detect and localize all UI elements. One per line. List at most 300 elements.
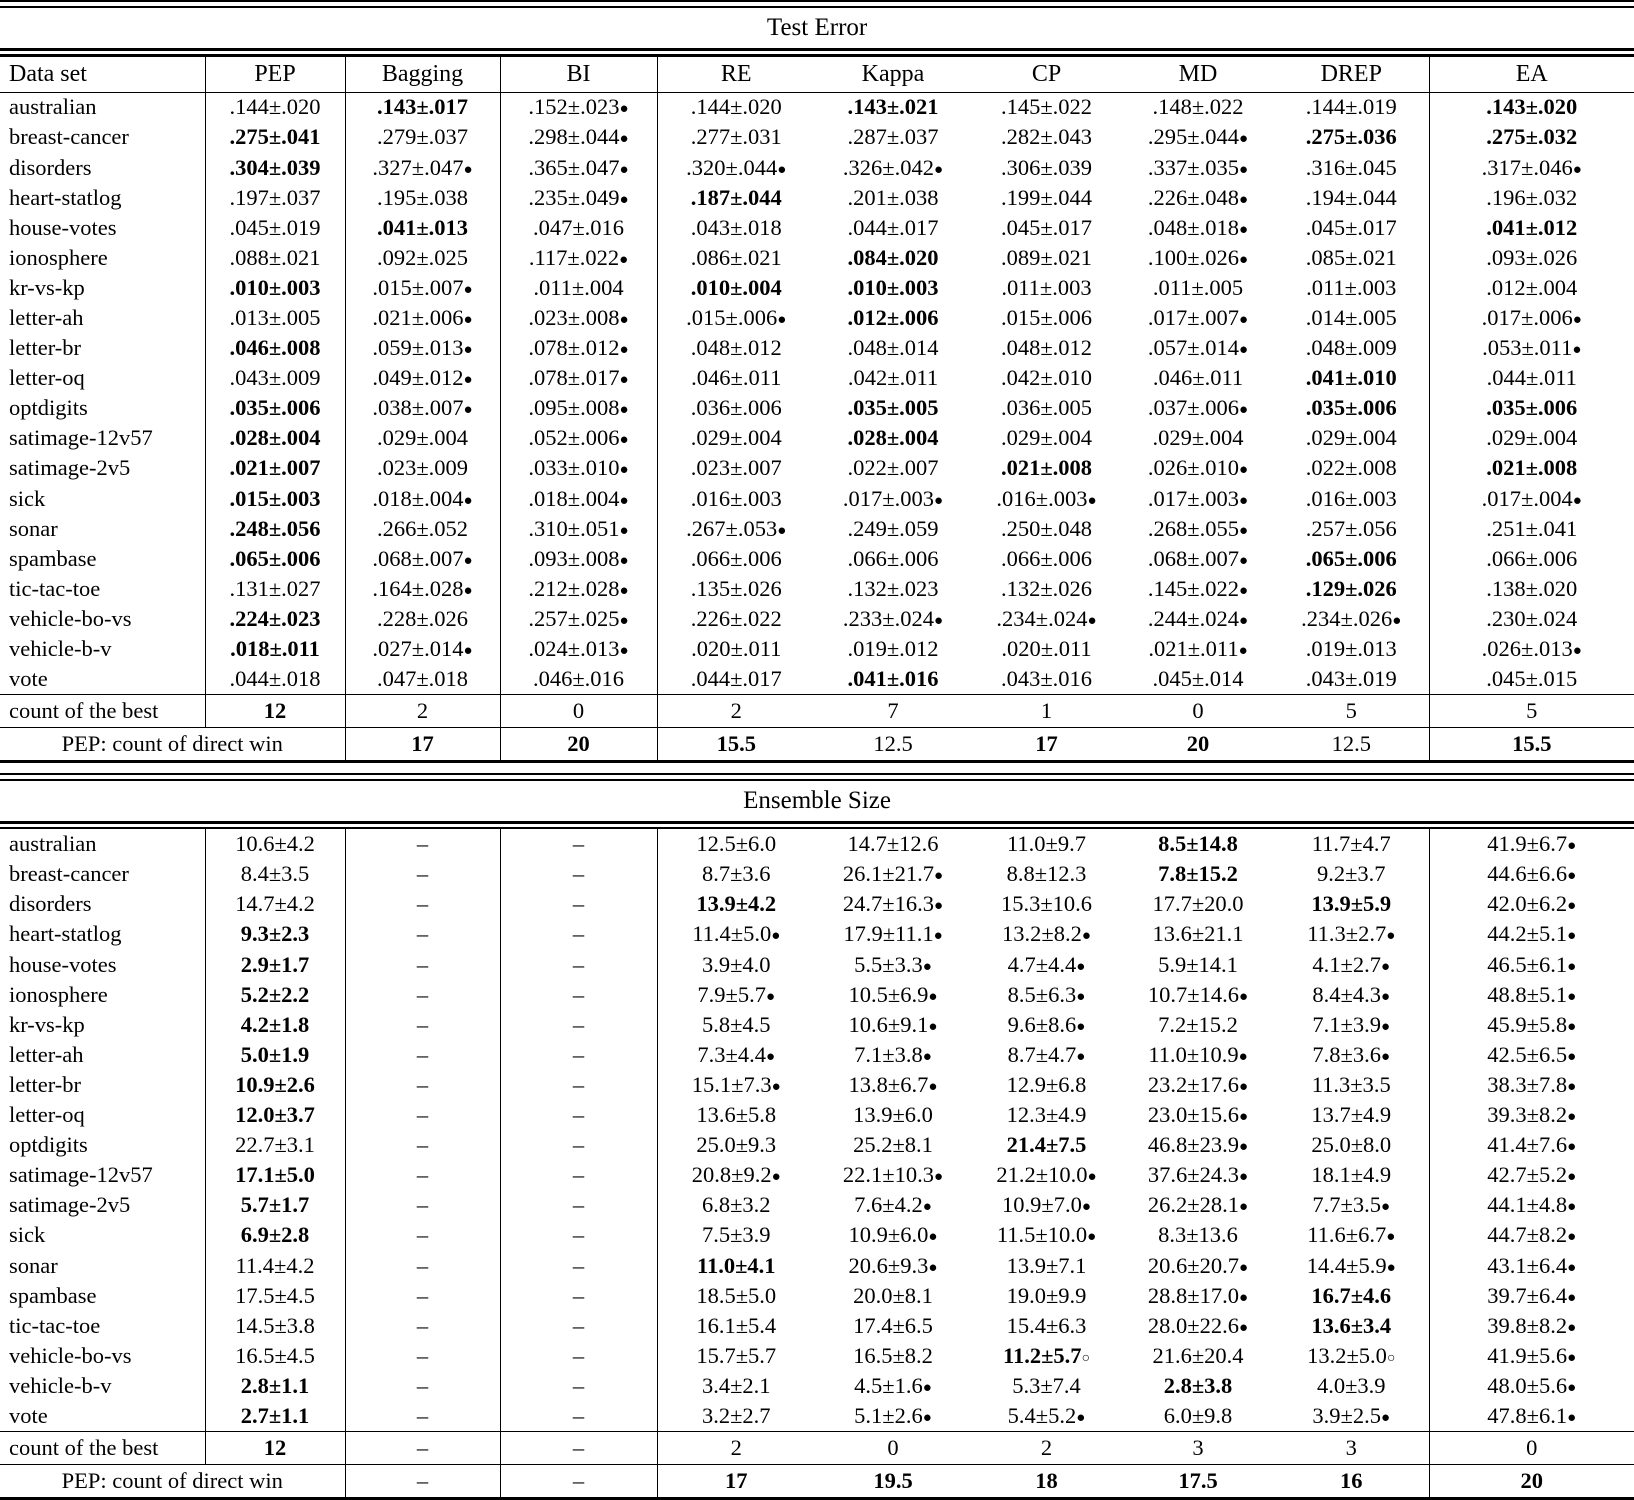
column-header-re: RE xyxy=(720,61,752,88)
data-cell: 5.1±2.6 ● xyxy=(815,1401,971,1431)
data-cell: 7.7±3.5 ● xyxy=(1274,1191,1429,1221)
data-cell: 15.1±7.3 ● xyxy=(657,1070,815,1100)
data-cell: .033±.010 ● xyxy=(500,454,657,484)
section-banner-table xyxy=(0,781,1634,821)
data-cell: 4.7±4.4 ● xyxy=(971,950,1122,980)
data-cell: .046±.011 xyxy=(691,365,782,391)
data-cell: 8.5±6.3 ● xyxy=(971,980,1122,1010)
data-cell: .224±.023 xyxy=(205,604,345,634)
table-row xyxy=(0,634,1634,664)
data-cell: – xyxy=(500,1070,657,1100)
data-cell: 8.7±3.6 xyxy=(701,861,771,887)
data-cell: – xyxy=(345,920,500,950)
section-table xyxy=(0,829,1634,1497)
data-cell: .023±.007 xyxy=(690,455,782,481)
row-label: letter-oq xyxy=(0,363,205,393)
data-cell: .257±.025 ● xyxy=(500,604,657,634)
data-cell: 11.7±4.7 xyxy=(1274,829,1429,859)
row-label: ionosphere xyxy=(0,980,205,1010)
data-cell: 17.1±5.0 xyxy=(205,1160,345,1190)
data-cell: .131±.027 xyxy=(205,574,345,604)
data-cell: .035±.005 xyxy=(847,395,939,421)
data-cell: 25.0±8.0 xyxy=(1274,1130,1429,1160)
data-cell: .326±.042 ● xyxy=(815,153,971,183)
data-cell: .044±.011 xyxy=(1486,365,1577,391)
direct-win-value: 12.5 xyxy=(873,731,913,757)
data-cell: – xyxy=(345,1130,500,1160)
data-cell: .327±.047 ● xyxy=(345,153,500,183)
table-row xyxy=(0,1100,1634,1130)
data-cell: 10.5±6.9 ● xyxy=(815,980,971,1010)
data-cell: .365±.047 ● xyxy=(500,153,657,183)
data-cell: .046±.011 xyxy=(1152,365,1244,391)
data-cell: – xyxy=(500,1010,657,1040)
data-cell: .042±.011 xyxy=(847,365,939,391)
data-cell: – xyxy=(500,1281,657,1311)
table-row xyxy=(0,1130,1634,1160)
data-cell: – xyxy=(345,1371,500,1401)
table-row xyxy=(0,1311,1634,1341)
row-label: letter-oq xyxy=(0,1100,205,1130)
data-cell: 46.5±6.1 ● xyxy=(1429,950,1634,980)
data-cell: .093±.026 xyxy=(1486,244,1578,270)
data-cell: .038±.007 ● xyxy=(345,394,500,424)
data-cell: .195±.038 xyxy=(345,183,500,213)
data-cell: .011±.005 xyxy=(1152,274,1244,300)
data-cell: .144±.019 xyxy=(1274,92,1429,123)
data-cell: 23.0±15.6 ● xyxy=(1122,1100,1274,1130)
data-cell: .011±.004 xyxy=(500,273,657,303)
data-cell: .010±.004 xyxy=(690,274,782,300)
data-cell: .267±.053 ● xyxy=(657,514,815,544)
row-label: letter-ah xyxy=(0,1040,205,1070)
data-cell: .266±.052 xyxy=(345,514,500,544)
table-row xyxy=(0,1010,1634,1040)
data-cell: .011±.003 xyxy=(1001,274,1092,300)
table-row xyxy=(0,514,1634,544)
data-cell: .251±.041 xyxy=(1486,515,1578,541)
data-cell: 48.8±5.1 ● xyxy=(1429,980,1634,1010)
data-cell: – xyxy=(500,1160,657,1190)
direct-win-value: 16 xyxy=(1274,1465,1429,1498)
data-cell: .085±.021 xyxy=(1274,243,1429,273)
data-cell: .041±.010 xyxy=(1274,363,1429,393)
data-cell: 20.0±8.1 xyxy=(853,1282,933,1308)
column-header-data-set: Data set xyxy=(0,57,205,92)
table-row xyxy=(0,1251,1634,1281)
data-cell: – xyxy=(500,1311,657,1341)
data-cell: .027±.014 ● xyxy=(345,634,500,664)
direct-win-value: 17 xyxy=(725,1468,748,1494)
data-cell: .089±.021 xyxy=(1000,244,1093,270)
data-cell: 24.7±16.3 ● xyxy=(815,890,971,920)
data-cell: .048±.012 xyxy=(1000,335,1093,361)
data-cell: 13.9±4.2 xyxy=(696,891,777,917)
data-cell: .047±.016 xyxy=(500,213,657,243)
data-cell: .048±.012 xyxy=(690,335,782,361)
data-cell: .248±.056 xyxy=(205,514,345,544)
data-cell: 3.4±2.1 xyxy=(701,1372,771,1398)
data-cell: 41.9±6.7 ● xyxy=(1429,829,1634,859)
data-cell: 3.9±2.5 ● xyxy=(1274,1401,1429,1431)
data-cell: – xyxy=(500,1130,657,1160)
data-cell: .011±.003 xyxy=(1274,273,1429,303)
data-cell: .020±.011 xyxy=(691,636,782,662)
data-cell: 2.8±1.1 xyxy=(205,1371,345,1401)
data-cell: 47.8±6.1 ● xyxy=(1429,1401,1634,1431)
row-label: disorders xyxy=(0,890,205,920)
data-cell: .036±.005 xyxy=(1000,395,1093,421)
data-cell: .057±.014 ● xyxy=(1122,333,1274,363)
data-cell: 10.9±7.0 ● xyxy=(971,1191,1122,1221)
data-cell: 26.2±28.1 ● xyxy=(1122,1191,1274,1221)
direct-win-value: 17 xyxy=(345,728,500,761)
data-cell: .019±.012 xyxy=(847,636,939,662)
data-cell: .275±.041 xyxy=(205,123,345,153)
data-cell: 18.1±4.9 xyxy=(1274,1160,1429,1190)
data-cell: – xyxy=(345,1311,500,1341)
data-cell: .041±.012 xyxy=(1486,214,1578,240)
section-top-rule xyxy=(0,773,1634,781)
data-cell: 7.3±4.4 ● xyxy=(657,1040,815,1070)
data-cell: .044±.017 xyxy=(847,214,939,240)
direct-win-value: – xyxy=(500,1465,657,1498)
data-cell: 13.2±5.0 ○ xyxy=(1274,1341,1429,1371)
data-cell: .021±.007 xyxy=(205,454,345,484)
data-cell: .282±.043 xyxy=(1000,124,1093,150)
data-cell: .095±.008 ● xyxy=(500,394,657,424)
row-label: tic-tac-toe xyxy=(0,1311,205,1341)
data-cell: .304±.039 xyxy=(205,153,345,183)
data-cell: – xyxy=(500,1251,657,1281)
data-cell: .026±.010 ● xyxy=(1122,454,1274,484)
data-cell: 10.9±2.6 xyxy=(205,1070,345,1100)
data-cell: .078±.012 ● xyxy=(500,333,657,363)
table-row xyxy=(0,333,1634,363)
data-cell: .048±.014 xyxy=(847,335,939,361)
column-header-ea: EA xyxy=(1515,61,1548,88)
data-cell: .129±.026 xyxy=(1274,574,1429,604)
data-cell: 42.0±6.2 ● xyxy=(1429,890,1634,920)
data-cell: .044±.018 xyxy=(205,664,345,694)
data-cell: 44.6±6.6 ● xyxy=(1429,859,1634,889)
table-row xyxy=(0,1221,1634,1251)
data-cell: 5.7±1.7 xyxy=(205,1191,345,1221)
data-cell: – xyxy=(345,950,500,980)
data-cell: 11.0±10.9 ● xyxy=(1122,1040,1274,1070)
data-cell: .201±.038 xyxy=(847,184,939,210)
section-banner-table xyxy=(0,8,1634,48)
data-cell: – xyxy=(345,1191,500,1221)
row-label: kr-vs-kp xyxy=(0,1010,205,1040)
data-cell: – xyxy=(345,829,500,859)
data-cell: .045±.017 xyxy=(1274,213,1429,243)
data-cell: .235±.049 ● xyxy=(500,183,657,213)
count-of-best-value: 12 xyxy=(205,1432,345,1465)
data-cell: .277±.031 xyxy=(690,124,782,150)
data-cell: .047±.018 xyxy=(345,664,500,694)
data-cell: .234±.024 ● xyxy=(971,604,1122,634)
data-cell: 5.8±4.5 xyxy=(701,1011,771,1037)
data-cell: 39.8±8.2 ● xyxy=(1429,1311,1634,1341)
data-cell: 13.9±7.1 xyxy=(1006,1252,1087,1278)
table-row xyxy=(0,544,1634,574)
data-cell: 9.6±8.6 ● xyxy=(971,1010,1122,1040)
data-cell: .197±.037 xyxy=(205,183,345,213)
data-cell: – xyxy=(345,859,500,889)
row-label: tic-tac-toe xyxy=(0,574,205,604)
data-cell: – xyxy=(345,1010,500,1040)
data-cell: 13.9±6.0 xyxy=(853,1102,933,1128)
direct-win-value: 19.5 xyxy=(873,1468,913,1494)
data-cell: .017±.004 ● xyxy=(1429,484,1634,514)
direct-win-value: 15.5 xyxy=(716,731,756,757)
data-cell: 10.9±6.0 ● xyxy=(815,1221,971,1251)
data-cell: 11.4±5.0 ● xyxy=(657,920,815,950)
data-cell: 21.6±20.4 xyxy=(1152,1342,1244,1368)
data-cell: .016±.003 ● xyxy=(971,484,1122,514)
table-row xyxy=(0,213,1634,243)
count-of-best-row xyxy=(0,1432,1634,1465)
data-cell: 7.5±3.9 xyxy=(701,1222,771,1248)
data-cell: – xyxy=(500,829,657,859)
data-cell: 41.4±7.6 ● xyxy=(1429,1130,1634,1160)
data-cell: – xyxy=(345,1221,500,1251)
table-row xyxy=(0,604,1634,634)
data-cell: 14.7±4.2 xyxy=(205,890,345,920)
data-cell: .320±.044 ● xyxy=(657,153,815,183)
data-cell: 11.0±4.1 xyxy=(696,1252,776,1278)
row-label: sick xyxy=(0,484,205,514)
table-row xyxy=(0,1070,1634,1100)
section-title-rule xyxy=(0,48,1634,56)
table-row xyxy=(0,394,1634,424)
data-cell: 11.3±2.7 ● xyxy=(1274,920,1429,950)
data-cell: .018±.004 ● xyxy=(500,484,657,514)
count-of-best-label: count of the best xyxy=(0,695,205,728)
row-label: australian xyxy=(0,829,205,859)
data-cell: 6.8±3.2 xyxy=(701,1192,771,1218)
data-cell: .043±.019 xyxy=(1274,664,1429,694)
data-cell: 13.6±21.1 xyxy=(1152,921,1244,947)
data-cell: .024±.013 ● xyxy=(500,634,657,664)
row-label: vehicle-b-v xyxy=(0,634,205,664)
table-row xyxy=(0,574,1634,604)
count-of-best-value: 0 xyxy=(887,1435,899,1461)
count-of-best-value: 7 xyxy=(887,698,899,724)
data-cell: – xyxy=(500,1040,657,1070)
data-cell: .138±.020 xyxy=(1486,575,1578,601)
data-cell: .036±.006 xyxy=(690,395,782,421)
count-of-best-value: 1 xyxy=(1040,698,1053,724)
data-cell: 8.5±14.8 xyxy=(1158,831,1238,857)
data-cell: – xyxy=(345,1281,500,1311)
data-cell: .015±.007 ● xyxy=(345,273,500,303)
data-cell: – xyxy=(345,1040,500,1070)
row-label: house-votes xyxy=(0,213,205,243)
data-cell: .144±.020 xyxy=(205,92,345,123)
row-label: sick xyxy=(0,1221,205,1251)
section-title: Ensemble Size xyxy=(743,787,891,815)
data-cell: .257±.056 xyxy=(1274,514,1429,544)
row-label: satimage-2v5 xyxy=(0,454,205,484)
direct-win-value: 15.5 xyxy=(1512,731,1552,757)
data-cell: 7.1±3.8 ● xyxy=(815,1040,971,1070)
data-cell: 3.9±4.0 xyxy=(701,951,771,977)
data-cell: .244±.024 ● xyxy=(1122,604,1274,634)
data-cell: 3.2±2.7 xyxy=(701,1402,771,1428)
column-header-kappa: Kappa xyxy=(861,61,925,88)
column-header-pep: PEP xyxy=(205,57,345,92)
data-cell: .226±.048 ● xyxy=(1122,183,1274,213)
data-cell: – xyxy=(345,1341,500,1371)
data-cell: .015±.006 xyxy=(1000,305,1093,331)
count-of-best-value: – xyxy=(345,1432,500,1465)
table-row xyxy=(0,183,1634,213)
row-label: heart-statlog xyxy=(0,183,205,213)
direct-win-value: 12.5 xyxy=(1274,728,1429,761)
data-cell: .226±.022 xyxy=(690,605,782,631)
data-cell: .287±.037 xyxy=(847,124,939,150)
data-cell: .017±.003 ● xyxy=(1122,484,1274,514)
data-cell: .230±.024 xyxy=(1486,605,1578,631)
data-cell: .018±.004 ● xyxy=(345,484,500,514)
data-cell: 7.6±4.2 ● xyxy=(815,1191,971,1221)
data-cell: 12.3±4.9 xyxy=(1006,1102,1087,1128)
data-cell: 20.6±20.7 ● xyxy=(1122,1251,1274,1281)
data-cell: .233±.024 ● xyxy=(815,604,971,634)
section-top-rule xyxy=(0,0,1634,8)
data-cell: .234±.026 ● xyxy=(1274,604,1429,634)
data-cell: .066±.006 xyxy=(1486,545,1578,571)
direct-win-label: PEP: count of direct win xyxy=(0,1465,345,1498)
data-cell: – xyxy=(500,950,657,980)
row-label: kr-vs-kp xyxy=(0,273,205,303)
data-cell: 6.0±9.8 xyxy=(1163,1402,1233,1428)
data-cell: 4.1±2.7 ● xyxy=(1274,950,1429,980)
data-cell: 11.6±6.7 ● xyxy=(1274,1221,1429,1251)
data-cell: 9.2±3.7 xyxy=(1274,859,1429,889)
data-cell: .029±.004 xyxy=(690,425,782,451)
data-cell: .017±.007 ● xyxy=(1122,303,1274,333)
data-cell: .045±.019 xyxy=(205,213,345,243)
row-label: spambase xyxy=(0,1281,205,1311)
data-cell: .194±.044 xyxy=(1274,183,1429,213)
data-cell: .298±.044 ● xyxy=(500,123,657,153)
data-cell: – xyxy=(345,1401,500,1431)
table-row xyxy=(0,1341,1634,1371)
table-row xyxy=(0,980,1634,1010)
row-label: breast-cancer xyxy=(0,859,205,889)
data-cell: .337±.035 ● xyxy=(1122,153,1274,183)
data-cell: 16.1±5.4 xyxy=(696,1312,777,1338)
count-of-best-value: 3 xyxy=(1192,1435,1204,1461)
data-cell: 28.0±22.6 ● xyxy=(1122,1311,1274,1341)
data-cell: .145±.022 xyxy=(1000,94,1093,120)
data-cell: .250±.048 xyxy=(1000,515,1093,541)
direct-win-value: 20 xyxy=(1520,1468,1543,1494)
data-cell: 10.6±4.2 xyxy=(205,829,345,859)
data-cell: .026±.013 ● xyxy=(1429,634,1634,664)
direct-win-value: 17.5 xyxy=(1178,1468,1218,1494)
data-cell: .043±.009 xyxy=(205,363,345,393)
data-cell: – xyxy=(500,859,657,889)
direct-win-value: 18 xyxy=(1035,1468,1058,1494)
data-cell: – xyxy=(500,1371,657,1401)
table-row xyxy=(0,484,1634,514)
table-row xyxy=(0,424,1634,454)
data-cell: – xyxy=(500,1341,657,1371)
data-cell: .021±.008 xyxy=(1486,455,1578,481)
data-cell: – xyxy=(345,980,500,1010)
table-row xyxy=(0,243,1634,273)
data-cell: 7.1±3.9 ● xyxy=(1274,1010,1429,1040)
data-cell: 7.8±3.6 ● xyxy=(1274,1040,1429,1070)
count-of-best-value: 5 xyxy=(1274,695,1429,728)
data-cell: .268±.055 ● xyxy=(1122,514,1274,544)
data-cell: 18.5±5.0 xyxy=(696,1282,777,1308)
row-label: letter-ah xyxy=(0,303,205,333)
table-row xyxy=(0,1371,1634,1401)
data-cell: 44.1±4.8 ● xyxy=(1429,1191,1634,1221)
data-cell: 46.8±23.9 ● xyxy=(1122,1130,1274,1160)
data-cell: 15.3±10.6 xyxy=(1000,891,1093,917)
data-cell: .135±.026 xyxy=(690,575,782,601)
data-cell: .046±.008 xyxy=(205,333,345,363)
data-cell: 12.9±6.8 xyxy=(1006,1071,1087,1097)
table-row xyxy=(0,664,1634,694)
data-cell: .196±.032 xyxy=(1486,184,1578,210)
data-cell: .088±.021 xyxy=(205,243,345,273)
data-cell: .066±.006 xyxy=(1000,545,1093,571)
data-cell: – xyxy=(345,1070,500,1100)
data-cell: .048±.018 ● xyxy=(1122,213,1274,243)
row-label: satimage-12v57 xyxy=(0,424,205,454)
data-cell: 11.5±10.0 ● xyxy=(971,1221,1122,1251)
row-label: sonar xyxy=(0,1251,205,1281)
data-cell: .316±.045 xyxy=(1274,153,1429,183)
data-cell: 19.0±9.9 xyxy=(1006,1282,1087,1308)
data-cell: 39.3±8.2 ● xyxy=(1429,1100,1634,1130)
data-cell: .084±.020 xyxy=(847,244,939,270)
section-title: Test Error xyxy=(766,14,868,42)
row-label: heart-statlog xyxy=(0,920,205,950)
data-cell: .164±.028 ● xyxy=(345,574,500,604)
data-cell: 13.6±3.4 xyxy=(1274,1311,1429,1341)
row-label: ionosphere xyxy=(0,243,205,273)
data-cell: .295±.044 ● xyxy=(1122,123,1274,153)
data-cell: 41.9±5.6 ● xyxy=(1429,1341,1634,1371)
data-cell: – xyxy=(500,1100,657,1130)
data-cell: 8.8±12.3 xyxy=(1006,861,1087,887)
data-cell: 14.5±3.8 xyxy=(205,1311,345,1341)
data-cell: 17.9±11.1 ● xyxy=(815,920,971,950)
data-cell: 44.7±8.2 ● xyxy=(1429,1221,1634,1251)
table-row xyxy=(0,273,1634,303)
data-cell: – xyxy=(500,1191,657,1221)
data-cell: .018±.011 xyxy=(205,634,345,664)
data-cell: .035±.006 xyxy=(1274,394,1429,424)
data-cell: .022±.008 xyxy=(1274,454,1429,484)
data-cell: 16.5±8.2 xyxy=(853,1342,933,1368)
table-row xyxy=(0,920,1634,950)
row-label: optdigits xyxy=(0,1130,205,1160)
section-gap xyxy=(0,763,1634,773)
data-cell: .045±.014 xyxy=(1152,666,1244,692)
table-row xyxy=(0,1281,1634,1311)
data-cell: 37.6±24.3 ● xyxy=(1122,1160,1274,1190)
data-cell: .019±.013 xyxy=(1274,634,1429,664)
